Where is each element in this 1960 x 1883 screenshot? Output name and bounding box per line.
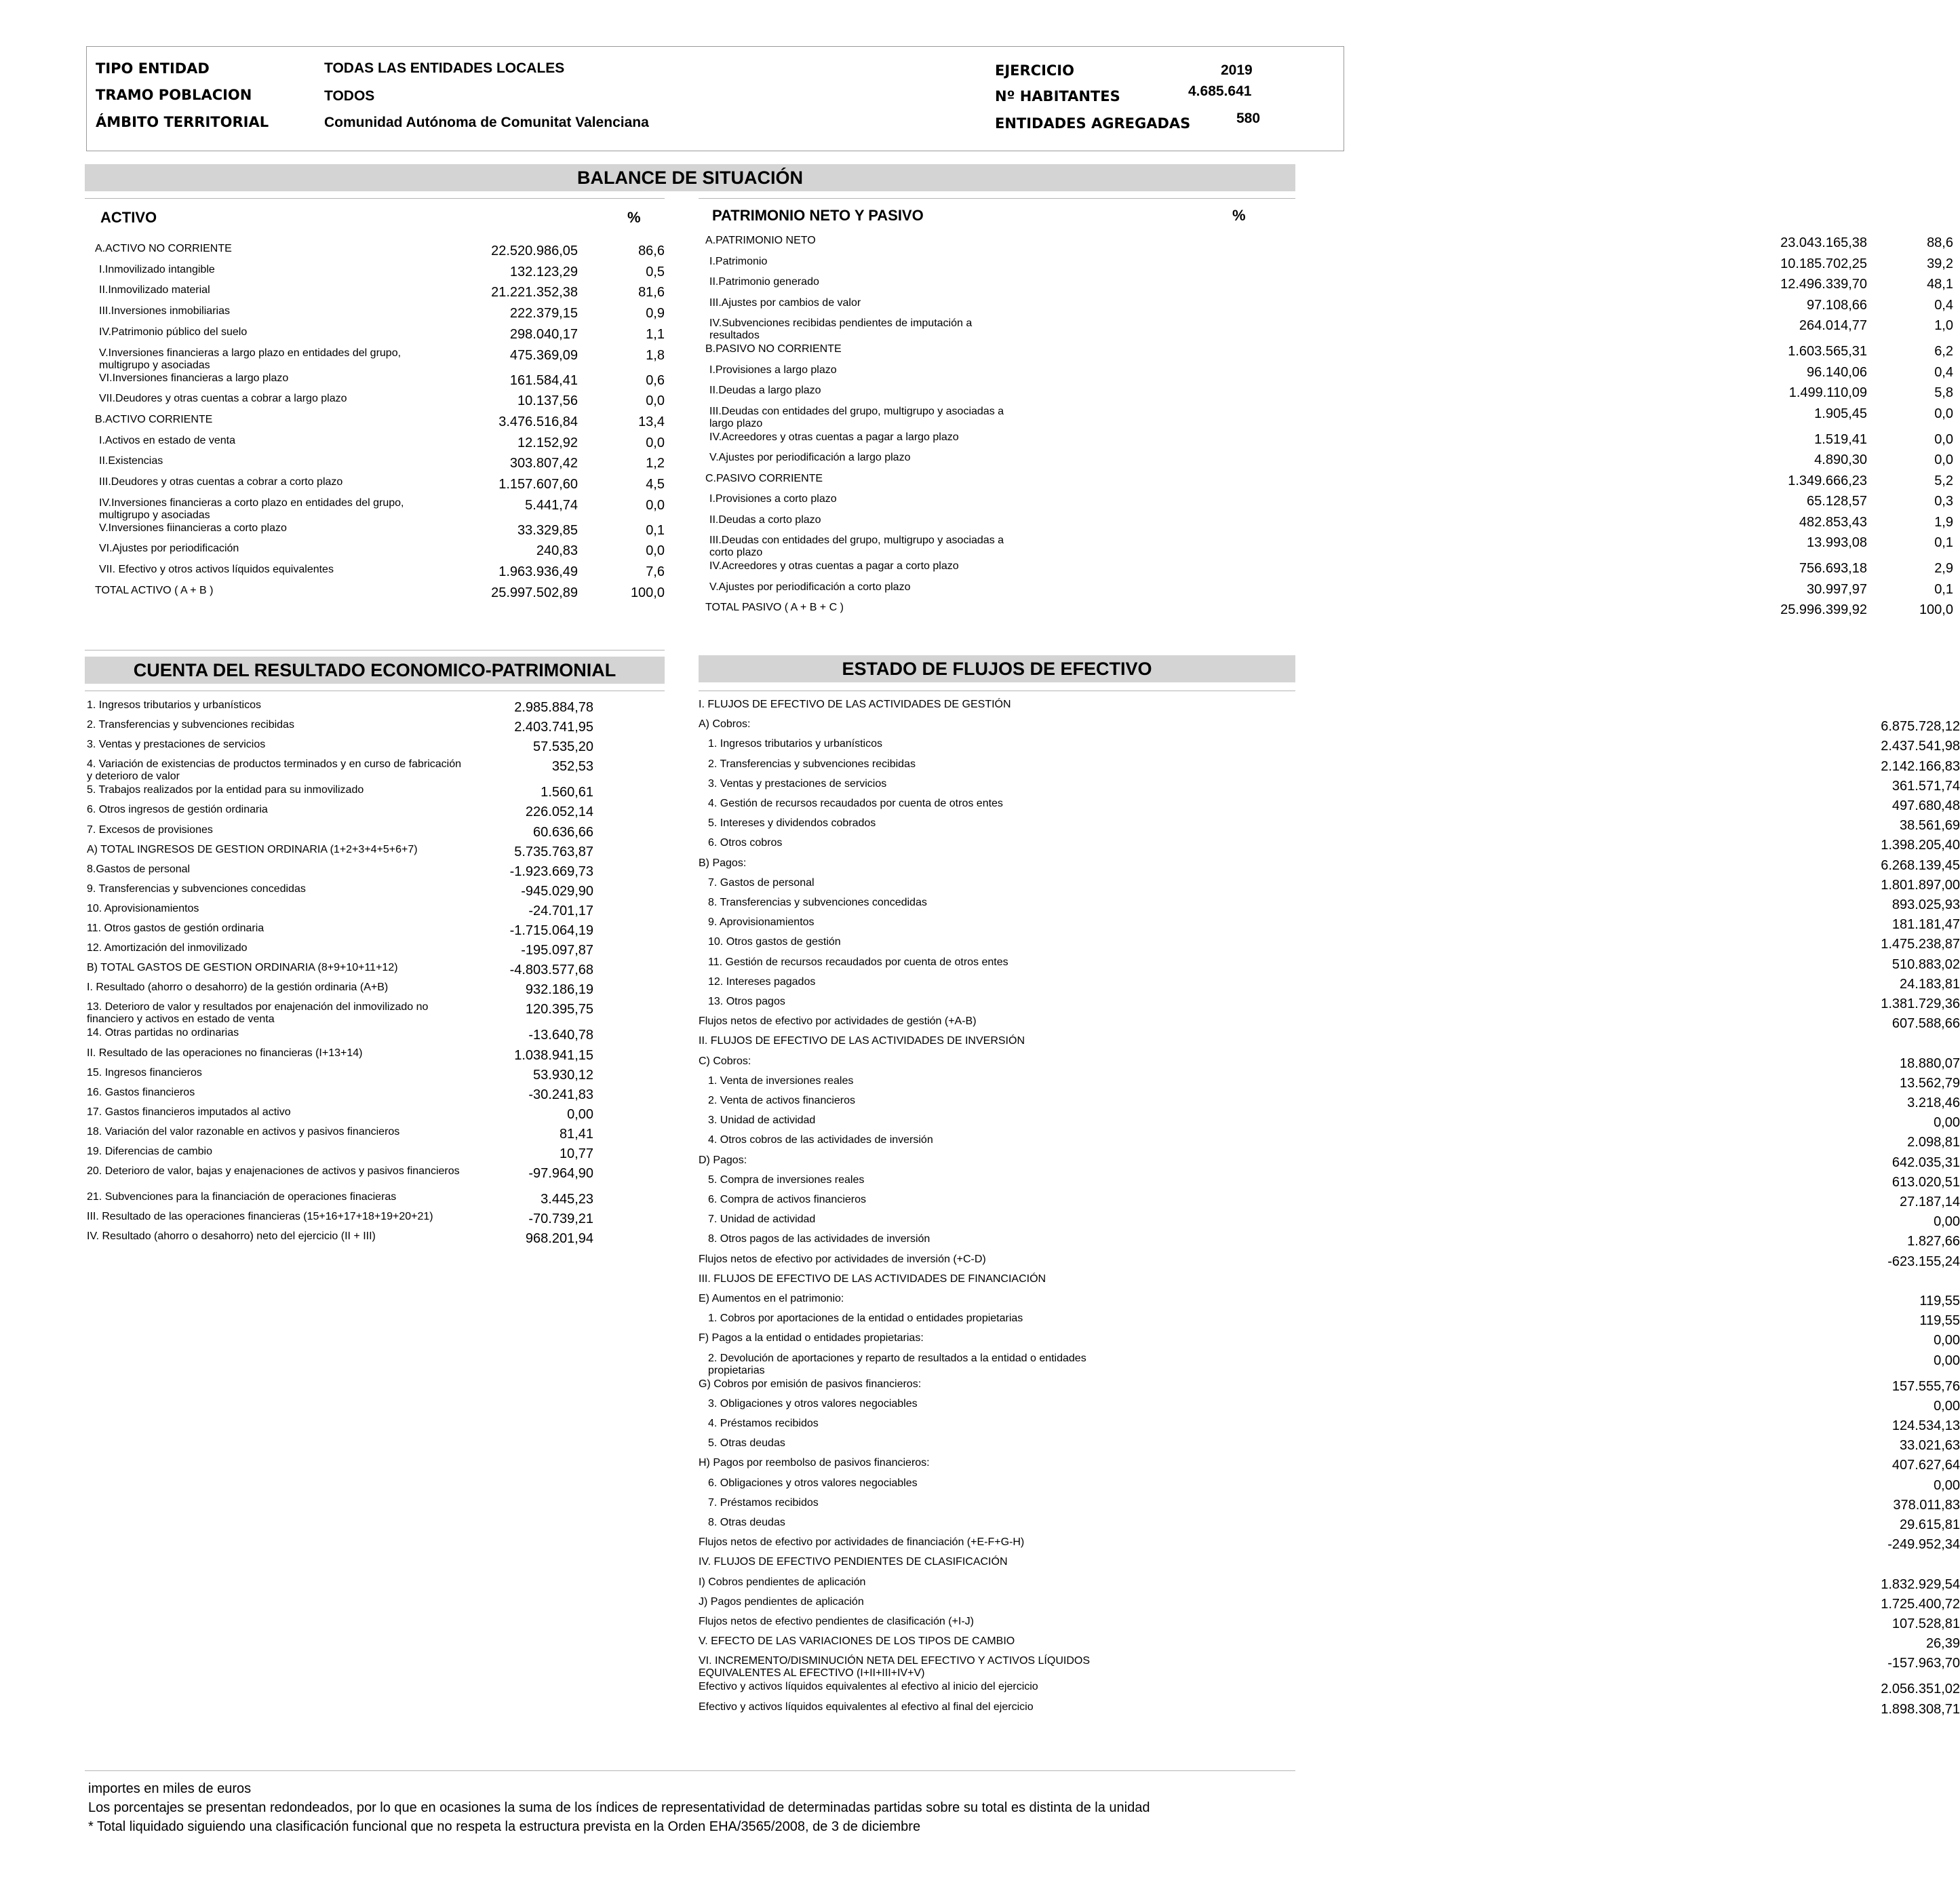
resultado-label: III. Resultado de las operaciones financieras (15+16+17+18+19+20+21) — [87, 1211, 433, 1223]
flujos-label: 4. Gestión de recursos recaudados por cuenta de otros entes — [708, 798, 1003, 809]
resultado-label: 6. Otros ingresos de gestión ordinaria — [87, 804, 268, 816]
flujos-label: 1. Cobros por aportaciones de la entidad o entidades propietarias — [708, 1313, 1023, 1325]
flujos-label: 8. Transferencias y subvenciones concedidas — [708, 897, 927, 908]
pasivo-label: V.Ajustes por periodificación a largo plazo — [709, 452, 911, 463]
pasivo-label: C.PASIVO CORRIENTE — [705, 472, 823, 484]
resultado-value: 968.201,94 — [525, 1231, 593, 1247]
footer-liquidado-note: * Total liquidado siguiendo una clasificación funcional que no respeta la estructura prevista en la Orden EHA/3565/2008, de 3 de diciembre — [88, 1819, 921, 1834]
flujos-value: 607.588,66 — [1892, 1016, 1960, 1032]
pasivo-label: A.PATRIMONIO NETO — [705, 235, 816, 246]
tipo-entidad-value: TODAS LAS ENTIDADES LOCALES — [324, 60, 565, 76]
resultado-label: 5. Trabajos realizados por la entidad para su inmovilizado — [87, 784, 364, 796]
resultado-value: -13.640,78 — [528, 1028, 593, 1043]
resultado-value: 932.186,19 — [525, 982, 593, 998]
resultado-value: 5.735.763,87 — [514, 844, 593, 859]
resultado-label: I. Resultado (ahorro o desahorro) de la gestión ordinaria (A+B) — [87, 982, 389, 994]
flujos-label: I. FLUJOS DE EFECTIVO DE LAS ACTIVIDADES DE GESTIÓN — [699, 699, 1011, 710]
flujos-value: 378.011,83 — [1893, 1497, 1960, 1513]
flujos-value: 119,55 — [1919, 1294, 1960, 1308]
flujos-label: 6. Compra de activos financieros — [708, 1194, 866, 1205]
balance-title: BALANCE DE SITUACIÓN — [85, 164, 1295, 191]
flujos-value: 510.883,02 — [1892, 956, 1960, 972]
flujos-value: 29.615,81 — [1900, 1517, 1960, 1532]
flujos-value: 181.181,47 — [1892, 917, 1960, 933]
resultado-top-rule — [85, 650, 665, 651]
activo-value: 240,83 — [536, 543, 578, 559]
activo-pct: 86,6 — [638, 244, 665, 258]
footer-rounding-note: Los porcentajes se presentan redondeados, por lo que en ocasiones la suma de los índices de representatividad de determinadas partidas sobre su total es distinta de la unidad — [88, 1800, 1150, 1815]
pasivo-label: IV.Acreedores y otras cuentas a pagar a corto plazo — [709, 560, 959, 572]
activo-value: 21.221.352,38 — [491, 285, 578, 300]
flujos-value: 2.098,81 — [1907, 1135, 1960, 1150]
flujos-label: IV. FLUJOS DE EFECTIVO PENDIENTES DE CLASIFICACIÓN — [699, 1556, 1008, 1568]
resultado-value: -945.029,90 — [521, 883, 593, 899]
flujos-label: G) Cobros por emisión de pasivos financieros: — [699, 1378, 922, 1390]
pasivo-pct: 5,2 — [1934, 473, 1953, 488]
resultado-label: B) TOTAL GASTOS DE GESTION ORDINARIA (8+9+10+11+12) — [87, 962, 398, 974]
pasivo-pct: 39,2 — [1927, 256, 1953, 271]
flujos-label: 8. Otros pagos de las actividades de inversión — [708, 1233, 930, 1245]
flujos-label: VI. INCREMENTO/DISMINUCIÓN NETA DEL EFECTIVO Y ACTIVOS LÍQUIDOS EQUIVALENTES AL EFECTIVO (I+II+III+IV+V) — [699, 1655, 1090, 1680]
pasivo-pct: 0,0 — [1934, 452, 1953, 467]
resultado-label: 11. Otros gastos de gestión ordinaria — [87, 923, 264, 934]
pasivo-label: II.Deudas a largo plazo — [709, 385, 821, 396]
pasivo-pct: 5,8 — [1934, 385, 1953, 400]
activo-pct: 1,2 — [646, 456, 665, 471]
activo-pct: 1,1 — [646, 326, 665, 342]
flujos-label: V. EFECTO DE LAS VARIACIONES DE LOS TIPOS DE CAMBIO — [699, 1635, 1015, 1648]
pasivo-label: V.Ajustes por periodificación a corto plazo — [709, 581, 911, 593]
flujos-value: 0,00 — [1934, 1398, 1960, 1414]
flujos-label: 7. Préstamos recibidos — [708, 1496, 819, 1509]
activo-pct: 0,1 — [646, 522, 665, 538]
flujos-label: 7. Unidad de actividad — [708, 1214, 816, 1226]
flujos-value: 0,00 — [1934, 1115, 1960, 1131]
pasivo-pct-header: % — [1232, 207, 1246, 224]
pasivo-value: 1.499.110,09 — [1788, 385, 1867, 400]
flujos-label: 1. Ingresos tributarios y urbanísticos — [708, 738, 883, 750]
pasivo-pct: 0,3 — [1934, 494, 1953, 509]
pasivo-pct: 0,1 — [1934, 535, 1953, 550]
activo-label: TOTAL ACTIVO ( A + B ) — [95, 584, 214, 596]
flujos-value: 26,39 — [1925, 1636, 1960, 1652]
activo-value: 1.157.607,60 — [498, 477, 578, 492]
activo-label: VI.Ajustes por periodificación — [99, 543, 239, 555]
flujos-label: 1. Venta de inversiones reales — [708, 1074, 854, 1087]
flujos-label: J) Pagos pendientes de aplicación — [699, 1595, 864, 1608]
flujos-label: 6. Obligaciones y otros valores negociables — [708, 1477, 918, 1489]
flujos-value: 6.268.139,45 — [1881, 857, 1960, 873]
flujos-label: 5. Compra de inversiones reales — [708, 1173, 865, 1186]
flujos-label: 7. Gastos de personal — [708, 876, 815, 889]
activo-pct-header: % — [627, 209, 641, 226]
pasivo-value: 482.853,43 — [1799, 514, 1867, 530]
resultado-label: 16. Gastos financieros — [87, 1086, 195, 1098]
flujos-label: B) Pagos: — [699, 857, 747, 869]
pasivo-pct: 0,0 — [1934, 431, 1953, 447]
resultado-label: IV. Resultado (ahorro o desahorro) neto del ejercicio (II + III) — [87, 1230, 376, 1243]
pasivo-label: I.Provisiones a largo plazo — [709, 364, 837, 376]
resultado-label: A) TOTAL INGRESOS DE GESTION ORDINARIA (1+2+3+4+5+6+7) — [87, 843, 418, 855]
flujos-value: 124.534,13 — [1892, 1418, 1960, 1433]
activo-pct: 81,6 — [638, 285, 665, 300]
flujos-value: 38.561,69 — [1900, 818, 1960, 834]
flujos-value: 2.437.541,98 — [1881, 739, 1960, 754]
resultado-value: 1.560,61 — [541, 785, 593, 800]
resultado-value: 0,00 — [567, 1106, 593, 1122]
pasivo-label: I.Patrimonio — [709, 255, 768, 267]
flujos-label: 3. Obligaciones y otros valores negociables — [708, 1397, 918, 1410]
activo-rule — [85, 198, 665, 199]
flujos-value: 613.020,51 — [1892, 1174, 1960, 1190]
resultado-label: 10. Aprovisionamientos — [87, 902, 199, 914]
activo-label: V.Inversiones fiinancieras a corto plazo — [99, 522, 287, 534]
flujos-value: -623.155,24 — [1887, 1254, 1960, 1269]
activo-pct: 0,6 — [646, 372, 665, 388]
flujos-value: 1.832.929,54 — [1881, 1576, 1960, 1592]
flujos-label: 5. Intereses y dividendos cobrados — [708, 817, 876, 830]
activo-pct: 100,0 — [630, 585, 665, 600]
resultado-label: 2. Transferencias y subvenciones recibidas — [87, 719, 294, 731]
pasivo-pct: 1,9 — [1934, 514, 1953, 530]
flujos-label: II. FLUJOS DE EFECTIVO DE LAS ACTIVIDADES DE INVERSIÓN — [699, 1035, 1025, 1047]
ejercicio-label: EJERCICIO — [995, 62, 1074, 79]
activo-label: III.Deudores y otras cuentas a cobrar a corto plazo — [99, 476, 343, 488]
pasivo-value: 12.496.339,70 — [1780, 277, 1867, 292]
activo-pct: 1,8 — [646, 347, 665, 363]
resultado-value: 81,41 — [559, 1126, 593, 1142]
pasivo-value: 13.993,08 — [1807, 535, 1867, 550]
flujos-value: 1.725.400,72 — [1881, 1596, 1960, 1612]
tramo-poblacion-label: TRAMO POBLACION — [96, 87, 252, 103]
flujos-value: 0,00 — [1934, 1477, 1960, 1493]
resultado-value: -70.739,21 — [528, 1211, 593, 1227]
pasivo-value: 4.890,30 — [1814, 452, 1867, 467]
flujos-value: 33.021,63 — [1900, 1438, 1960, 1454]
flujos-label: 6. Otros cobros — [708, 837, 783, 849]
pasivo-value: 1.519,41 — [1814, 431, 1867, 447]
flujos-value: 407.627,64 — [1892, 1458, 1960, 1473]
habitantes-value: 4.685.641 — [1188, 83, 1252, 99]
pasivo-rule — [699, 198, 1295, 199]
resultado-value: 2.403.741,95 — [514, 720, 593, 735]
pasivo-label: IV.Acreedores y otras cuentas a pagar a largo plazo — [709, 431, 959, 443]
flujos-label: III. FLUJOS DE EFECTIVO DE LAS ACTIVIDADES DE FINANCIACIÓN — [699, 1273, 1046, 1285]
resultado-value: 120.395,75 — [525, 1002, 593, 1017]
resultado-label: II. Resultado de las operaciones no financieras (I+13+14) — [87, 1047, 363, 1059]
pasivo-pct: 0,0 — [1934, 406, 1953, 421]
resultado-label: 21. Subvenciones para la financiación de operaciones finacieras — [87, 1191, 397, 1203]
pasivo-label: III.Ajustes por cambios de valor — [709, 296, 861, 309]
pasivo-label: IV.Subvenciones recibidas pendientes de imputación a resultados — [709, 317, 973, 341]
pasivo-label: II.Patrimonio generado — [709, 276, 819, 288]
flujos-label: 4. Otros cobros de las actividades de inversión — [708, 1134, 933, 1146]
flujos-label: 12. Intereses pagados — [708, 975, 816, 988]
pasivo-value: 10.185.702,25 — [1780, 256, 1867, 271]
flujos-label: 2. Venta de activos financieros — [708, 1095, 856, 1106]
activo-label: I.Activos en estado de venta — [99, 434, 236, 446]
pasivo-value: 65.128,57 — [1807, 494, 1867, 509]
pasivo-label: III.Deudas con entidades del grupo, multigrupo y asociadas a corto plazo — [709, 535, 1004, 558]
activo-pct: 0,0 — [646, 497, 665, 513]
tramo-poblacion-value: TODOS — [324, 88, 375, 104]
pasivo-value: 1.603.565,31 — [1788, 344, 1867, 359]
pasivo-value: 264.014,77 — [1799, 318, 1867, 333]
pasivo-value: 1.905,45 — [1814, 406, 1867, 421]
pasivo-label: B.PASIVO NO CORRIENTE — [705, 343, 842, 355]
flujos-value: 157.555,76 — [1892, 1378, 1960, 1394]
pasivo-label: TOTAL PASIVO ( A + B + C ) — [705, 602, 844, 613]
flujos-value: 18.880,07 — [1900, 1055, 1960, 1071]
resultado-label: 7. Excesos de provisiones — [87, 823, 213, 836]
activo-pct: 13,4 — [638, 414, 665, 429]
flujos-value: 1.398.205,40 — [1881, 838, 1960, 853]
resultado-value: 53.930,12 — [533, 1067, 593, 1083]
resultado-value: -24.701,17 — [528, 903, 593, 918]
flujos-value: 119,55 — [1919, 1313, 1960, 1329]
pasivo-label: I.Provisiones a corto plazo — [709, 493, 837, 505]
activo-value: 298.040,17 — [509, 326, 578, 342]
flujos-value: 893.025,93 — [1892, 897, 1960, 912]
pasivo-pct: 48,1 — [1927, 277, 1953, 292]
activo-label: III.Inversiones inmobiliarias — [99, 305, 230, 317]
flujos-value: 1.475.238,87 — [1881, 937, 1960, 952]
activo-value: 1.963.936,49 — [498, 564, 578, 580]
activo-pct: 0,0 — [646, 435, 665, 450]
flujos-value: 13.562,79 — [1900, 1075, 1960, 1091]
activo-label: II.Inmovilizado material — [99, 284, 210, 296]
resultado-label: 13. Deterioro de valor y resultados por enajenación del inmovilizado no financiero y activos en estado de venta — [87, 1001, 429, 1026]
pasivo-pct: 0,4 — [1934, 297, 1953, 313]
flujos-value: 2.142.166,83 — [1881, 758, 1960, 774]
flujos-value: -249.952,34 — [1887, 1537, 1960, 1553]
flujos-value: 497.680,48 — [1892, 798, 1960, 813]
pasivo-title: PATRIMONIO NETO Y PASIVO — [712, 207, 924, 224]
pasivo-label: II.Deudas a corto plazo — [709, 513, 821, 526]
activo-label: V.Inversiones financieras a largo plazo en entidades del grupo, multigrupo y asociadas — [99, 347, 401, 371]
activo-label: VI.Inversiones financieras a largo plazo — [99, 372, 289, 384]
activo-label: VII.Deudores y otras cuentas a cobrar a largo plazo — [99, 393, 347, 405]
flujos-label: C) Cobros: — [699, 1055, 751, 1067]
resultado-label: 8.Gastos de personal — [87, 863, 191, 875]
flujos-value: 6.875.728,12 — [1881, 719, 1960, 735]
entidades-agregadas-value: 580 — [1236, 111, 1261, 126]
pasivo-pct: 100,0 — [1919, 602, 1953, 617]
flujos-value: 361.571,74 — [1892, 778, 1960, 794]
activo-value: 5.441,74 — [525, 497, 578, 513]
activo-pct: 0,0 — [646, 543, 665, 559]
resultado-label: 4. Variación de existencias de productos terminados y en curso de fabricación y deterioro de valor — [87, 758, 462, 783]
resultado-label: 20. Deterioro de valor, bajas y enajenaciones de activos y pasivos financieros — [87, 1165, 460, 1178]
resultado-value: 3.445,23 — [541, 1192, 593, 1207]
pasivo-pct: 2,9 — [1934, 561, 1953, 576]
activo-value: 22.520.986,05 — [491, 244, 578, 258]
flujos-value: 1.381.729,36 — [1881, 996, 1960, 1011]
flujos-value: 1.801.897,00 — [1881, 877, 1960, 893]
resultado-label: 3. Ventas y prestaciones de servicios — [87, 739, 266, 751]
activo-label: IV.Inversiones financieras a corto plazo en entidades del grupo, multigrupo y asociadas — [99, 497, 404, 521]
flujos-label: 3. Ventas y prestaciones de servicios — [708, 777, 887, 790]
resultado-label: 9. Transferencias y subvenciones concedidas — [87, 882, 306, 895]
flujos-label: 9. Aprovisionamientos — [708, 916, 815, 929]
resultado-label: 1. Ingresos tributarios y urbanísticos — [87, 699, 262, 711]
resultado-value: 57.535,20 — [533, 739, 593, 755]
pasivo-value: 1.349.666,23 — [1788, 473, 1867, 488]
flujos-value: 3.218,46 — [1907, 1095, 1960, 1110]
resultado-value: -1.923.669,73 — [509, 863, 593, 879]
flujos-value: 642.035,31 — [1892, 1154, 1960, 1170]
flujos-label: Flujos netos de efectivo por actividades de financiación (+E-F+G-H) — [699, 1536, 1025, 1549]
flujos-value: 107.528,81 — [1892, 1616, 1960, 1631]
pasivo-value: 23.043.165,38 — [1780, 235, 1867, 250]
activo-value: 303.807,42 — [509, 456, 578, 471]
resultado-label: 19. Diferencias de cambio — [87, 1146, 212, 1157]
activo-title: ACTIVO — [100, 209, 157, 226]
activo-label: VII. Efectivo y otros activos líquidos equivalentes — [99, 564, 334, 576]
resultado-value: 60.636,66 — [533, 824, 593, 840]
flujos-label: 4. Préstamos recibidos — [708, 1418, 819, 1429]
activo-label: A.ACTIVO NO CORRIENTE — [95, 243, 232, 254]
tipo-entidad-label: TIPO ENTIDAD — [96, 60, 210, 77]
ejercicio-value: 2019 — [1221, 62, 1253, 78]
activo-value: 25.997.502,89 — [491, 585, 578, 600]
entidades-agregadas-label: ENTIDADES AGREGADAS — [995, 115, 1191, 132]
ambito-territorial-value: Comunidad Autónoma de Comunitat Valenciana — [324, 115, 649, 130]
flujos-label: 11. Gestión de recursos recaudados por cuenta de otros entes — [708, 956, 1008, 968]
flujos-label: Flujos netos de efectivo pendientes de clasificación (+I-J) — [699, 1616, 974, 1627]
activo-value: 33.329,85 — [517, 522, 578, 538]
flujos-label: 2. Transferencias y subvenciones recibidas — [708, 758, 916, 770]
activo-label: II.Existencias — [99, 455, 163, 467]
resultado-label: 15. Ingresos financieros — [87, 1066, 202, 1079]
resultado-value: 2.985.884,78 — [514, 700, 593, 715]
activo-pct: 0,5 — [646, 264, 665, 279]
pasivo-pct: 88,6 — [1927, 235, 1953, 250]
activo-value: 132.123,29 — [509, 264, 578, 279]
activo-label: I.Inmovilizado intangible — [99, 263, 215, 275]
activo-value: 10.137,56 — [517, 393, 578, 409]
activo-pct: 4,5 — [646, 477, 665, 492]
activo-pct: 0,9 — [646, 306, 665, 322]
pasivo-value: 30.997,97 — [1807, 581, 1867, 597]
pasivo-value: 756.693,18 — [1799, 561, 1867, 576]
resultado-value: -195.097,87 — [521, 943, 593, 958]
header-box — [86, 46, 1344, 151]
resultado-value: -1.715.064,19 — [509, 923, 593, 938]
flujos-value: 27.187,14 — [1900, 1195, 1960, 1209]
activo-pct: 7,6 — [646, 564, 665, 580]
activo-value: 12.152,92 — [517, 435, 578, 450]
resultado-label: 17. Gastos financieros imputados al activo — [87, 1106, 291, 1118]
pasivo-value: 25.996.399,92 — [1780, 602, 1867, 617]
resultado-value: 226.052,14 — [525, 804, 593, 820]
flujos-value: 0,00 — [1934, 1333, 1960, 1348]
resultado-label: 18. Variación del valor razonable en activos y pasivos financieros — [87, 1125, 400, 1138]
flujos-label: F) Pagos a la entidad o entidades propietarias: — [699, 1332, 924, 1344]
flujos-label: Flujos netos de efectivo por actividades de gestión (+A-B) — [699, 1015, 977, 1028]
pasivo-pct: 0,1 — [1934, 581, 1953, 597]
activo-label: IV.Patrimonio público del suelo — [99, 326, 248, 338]
flujos-label: H) Pagos por reembolso de pasivos financieros: — [699, 1457, 930, 1469]
resultado-value: -4.803.577,68 — [509, 963, 593, 978]
flujos-value: 0,00 — [1934, 1353, 1960, 1368]
flujos-label: A) Cobros: — [699, 718, 751, 731]
activo-label: B.ACTIVO CORRIENTE — [95, 413, 213, 425]
pasivo-value: 96.140,06 — [1807, 364, 1867, 380]
resultado-label: 12. Amortización del inmovilizado — [87, 942, 248, 954]
flujos-label: E) Aumentos en el patrimonio: — [699, 1293, 844, 1304]
flujos-label: 2. Devolución de aportaciones y reparto de resultados a la entidad o entidades propietarias — [708, 1352, 1086, 1376]
activo-value: 222.379,15 — [509, 306, 578, 322]
flujos-label: Efectivo y activos líquidos equivalentes al efectivo al final del ejercicio — [699, 1701, 1034, 1713]
flujos-label: 10. Otros gastos de gestión — [708, 936, 841, 948]
flujos-value: 1.898.308,71 — [1881, 1701, 1960, 1717]
resultado-value: -30.241,83 — [528, 1087, 593, 1102]
habitantes-label: Nº HABITANTES — [995, 88, 1120, 104]
resultado-value: 352,53 — [551, 759, 593, 775]
flujos-value: -157.963,70 — [1887, 1656, 1960, 1671]
flujos-label: Flujos netos de efectivo por actividades de inversión (+C-D) — [699, 1253, 986, 1265]
pasivo-pct: 1,0 — [1934, 318, 1953, 333]
flujos-label: 3. Unidad de actividad — [708, 1114, 816, 1127]
flujos-label: 13. Otros pagos — [708, 996, 785, 1007]
pasivo-pct: 6,2 — [1934, 344, 1953, 359]
pasivo-value: 97.108,66 — [1807, 297, 1867, 313]
resultado-title: CUENTA DEL RESULTADO ECONOMICO-PATRIMONIAL — [85, 657, 665, 684]
flujos-value: 24.183,81 — [1900, 976, 1960, 992]
flujos-label: D) Pagos: — [699, 1154, 747, 1166]
flujos-label: Efectivo y activos líquidos equivalentes al efectivo al inicio del ejercicio — [699, 1681, 1038, 1693]
pasivo-pct: 0,4 — [1934, 364, 1953, 380]
activo-value: 161.584,41 — [509, 372, 578, 388]
flujos-value: 2.056.351,02 — [1881, 1682, 1960, 1697]
resultado-value: 1.038.941,15 — [514, 1047, 593, 1063]
flujos-label: 5. Otras deudas — [708, 1437, 785, 1450]
activo-value: 3.476.516,84 — [498, 414, 578, 429]
footer-rule — [85, 1770, 1295, 1771]
pasivo-label: III.Deudas con entidades del grupo, multigrupo y asociadas a largo plazo — [709, 405, 1004, 429]
resultado-value: -97.964,90 — [528, 1166, 593, 1182]
activo-value: 475.369,09 — [509, 347, 578, 363]
ambito-territorial-label: ÁMBITO TERRITORIAL — [96, 114, 269, 130]
flujos-title: ESTADO DE FLUJOS DE EFECTIVO — [699, 655, 1295, 682]
resultado-value: 10,77 — [559, 1146, 593, 1161]
flujos-value: 0,00 — [1934, 1214, 1960, 1230]
flujos-label: 8. Otras deudas — [708, 1517, 785, 1528]
footer-units-note: importes en miles de euros — [88, 1781, 252, 1796]
flujos-label: I) Cobros pendientes de aplicación — [699, 1576, 866, 1588]
activo-pct: 0,0 — [646, 393, 665, 409]
resultado-label: 14. Otras partidas no ordinarias — [87, 1027, 239, 1039]
flujos-value: 1.827,66 — [1907, 1234, 1960, 1249]
